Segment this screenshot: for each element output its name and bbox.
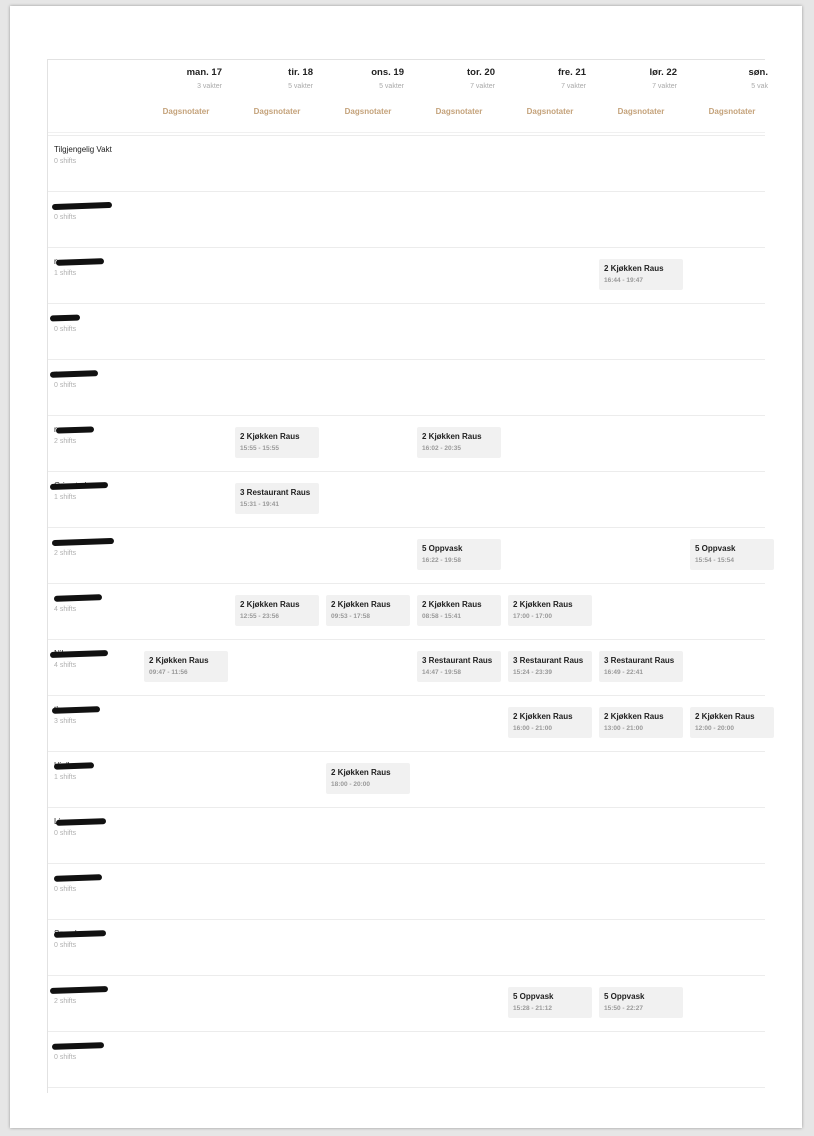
day-notes-link[interactable]: Dagsnotater bbox=[708, 107, 756, 116]
employee-row bbox=[48, 135, 765, 192]
shift-card[interactable] bbox=[417, 539, 501, 570]
shift-title: 2 Kjøkken Raus bbox=[604, 712, 664, 721]
shift-time: 14:47 - 19:58 bbox=[422, 669, 462, 676]
redaction-mark bbox=[50, 370, 98, 378]
employee-shift-count: 0 shifts bbox=[54, 830, 77, 837]
page bbox=[10, 6, 802, 1128]
shift-title: 2 Kjøkken Raus bbox=[422, 432, 482, 441]
shift-time: 08:58 - 15:41 bbox=[422, 613, 462, 620]
employee-shift-count: 0 shifts bbox=[54, 1054, 77, 1061]
redaction-mark bbox=[52, 1042, 104, 1050]
shift-time: 15:28 - 21:12 bbox=[513, 1005, 553, 1012]
shift-time: 16:02 - 20:35 bbox=[422, 445, 462, 452]
shift-title: 3 Restaurant Raus bbox=[422, 656, 493, 665]
shift-card[interactable] bbox=[144, 651, 228, 682]
shift-title: 5 Oppvask bbox=[513, 992, 554, 1001]
shift-time: 17:00 - 17:00 bbox=[513, 613, 553, 620]
employee-shift-count: 0 shifts bbox=[54, 214, 77, 221]
employee-shift-count: 3 shifts bbox=[54, 718, 77, 725]
day-shift-count: 7 vakter bbox=[470, 83, 495, 90]
day-header[interactable] bbox=[142, 66, 222, 93]
day-header[interactable] bbox=[324, 66, 404, 93]
employee-shift-count: 4 shifts bbox=[54, 606, 77, 613]
redaction-mark bbox=[50, 314, 80, 321]
employee-row bbox=[48, 527, 765, 584]
day-notes-link[interactable]: Dagsnotater bbox=[435, 107, 483, 116]
employee-row bbox=[48, 639, 765, 696]
shift-card[interactable] bbox=[508, 987, 592, 1018]
employee-shift-count: 1 shifts bbox=[54, 494, 77, 501]
employee-row bbox=[48, 1031, 765, 1088]
day-header[interactable] bbox=[597, 66, 677, 93]
shift-title: 2 Kjøkken Raus bbox=[240, 600, 300, 609]
employee-shift-count: 0 shifts bbox=[54, 158, 77, 165]
shift-card[interactable] bbox=[508, 651, 592, 682]
redaction-mark bbox=[50, 986, 108, 994]
shift-time: 12:00 - 20:00 bbox=[695, 725, 735, 732]
shift-card[interactable] bbox=[599, 259, 683, 290]
day-notes-link[interactable]: Dagsnotater bbox=[617, 107, 665, 116]
shift-card[interactable] bbox=[508, 707, 592, 738]
shift-card[interactable] bbox=[235, 427, 319, 458]
shift-card[interactable] bbox=[417, 595, 501, 626]
shift-title: 2 Kjøkken Raus bbox=[240, 432, 300, 441]
day-notes-link[interactable]: Dagsnotater bbox=[253, 107, 301, 116]
shift-title: 2 Kjøkken Raus bbox=[513, 600, 573, 609]
day-name: ons. 19 bbox=[371, 67, 404, 78]
employee-shift-count: 1 shifts bbox=[54, 774, 77, 781]
shift-title: 3 Restaurant Raus bbox=[240, 488, 311, 497]
shift-title: 5 Oppvask bbox=[695, 544, 736, 553]
day-shift-count: 3 vakter bbox=[197, 83, 222, 90]
shift-card[interactable] bbox=[690, 707, 774, 738]
employee-row bbox=[48, 583, 765, 640]
employee-row bbox=[48, 471, 765, 528]
shift-title: 5 Oppvask bbox=[604, 992, 645, 1001]
redaction-mark bbox=[56, 818, 106, 826]
day-name: man. 17 bbox=[186, 67, 222, 78]
redaction-mark bbox=[56, 426, 94, 433]
employee-name[interactable]: Tilgjengelig Vakt bbox=[54, 145, 112, 154]
employee-row bbox=[48, 863, 765, 920]
shift-time: 16:49 - 22:41 bbox=[604, 669, 644, 676]
shift-card[interactable] bbox=[417, 427, 501, 458]
shift-card[interactable] bbox=[326, 763, 410, 794]
day-shift-count: 7 vakter bbox=[561, 83, 586, 90]
day-shift-count: 5 vakter bbox=[288, 83, 313, 90]
employee-row bbox=[48, 303, 765, 360]
shift-time: 16:00 - 21:00 bbox=[513, 725, 553, 732]
day-shift-count: 5 vak bbox=[751, 83, 768, 90]
shift-card[interactable] bbox=[599, 651, 683, 682]
schedule-grid bbox=[47, 59, 768, 1093]
redaction-mark bbox=[54, 930, 106, 938]
employee-shift-count: 2 shifts bbox=[54, 438, 77, 445]
shift-title: 2 Kjøkken Raus bbox=[331, 600, 391, 609]
day-shift-count: 5 vakter bbox=[379, 83, 404, 90]
employee-shift-count: 0 shifts bbox=[54, 886, 77, 893]
row-divider bbox=[48, 1087, 765, 1088]
employee-row bbox=[48, 919, 765, 976]
redaction-mark bbox=[50, 482, 108, 490]
employee-shift-count: 4 shifts bbox=[54, 662, 77, 669]
day-header[interactable] bbox=[506, 66, 586, 93]
redaction-mark bbox=[54, 594, 102, 602]
day-name: lør. 22 bbox=[649, 67, 677, 78]
redaction-mark bbox=[50, 650, 108, 658]
employee-shift-count: 2 shifts bbox=[54, 998, 77, 1005]
shift-title: 2 Kjøkken Raus bbox=[331, 768, 391, 777]
day-header[interactable] bbox=[688, 66, 768, 93]
shift-time: 15:55 - 15:55 bbox=[240, 445, 280, 452]
redaction-mark bbox=[54, 874, 102, 882]
shift-card[interactable] bbox=[599, 987, 683, 1018]
employee-row bbox=[48, 359, 765, 416]
day-name: tor. 20 bbox=[467, 67, 495, 78]
day-notes-link[interactable]: Dagsnotater bbox=[162, 107, 210, 116]
shift-title: 3 Restaurant Raus bbox=[513, 656, 584, 665]
shift-time: 18:00 - 20:00 bbox=[331, 781, 371, 788]
day-name: søn. bbox=[748, 67, 768, 78]
day-shift-count: 7 vakter bbox=[652, 83, 677, 90]
shift-time: 15:24 - 23:39 bbox=[513, 669, 553, 676]
shift-time: 15:50 - 22:27 bbox=[604, 1005, 644, 1012]
employee-row bbox=[48, 751, 765, 808]
employee-shift-count: 0 shifts bbox=[54, 382, 77, 389]
day-name: tir. 18 bbox=[288, 67, 313, 78]
employee-row bbox=[48, 415, 765, 472]
shift-card[interactable] bbox=[690, 539, 774, 570]
shift-card[interactable] bbox=[417, 651, 501, 682]
shift-title: 2 Kjøkken Raus bbox=[695, 712, 755, 721]
day-header[interactable] bbox=[415, 66, 495, 93]
day-notes-link[interactable]: Dagsnotater bbox=[526, 107, 574, 116]
redaction-mark bbox=[54, 762, 94, 769]
employee-shift-count: 0 shifts bbox=[54, 942, 77, 949]
shift-time: 15:31 - 19:41 bbox=[240, 501, 280, 508]
shift-card[interactable] bbox=[235, 595, 319, 626]
shift-title: 2 Kjøkken Raus bbox=[149, 656, 209, 665]
shift-title: 2 Kjøkken Raus bbox=[513, 712, 573, 721]
employee-shift-count: 1 shifts bbox=[54, 270, 77, 277]
shift-time: 16:44 - 19:47 bbox=[604, 277, 644, 284]
shift-title: 5 Oppvask bbox=[422, 544, 463, 553]
redaction-mark bbox=[52, 202, 112, 210]
employee-row bbox=[48, 247, 765, 304]
header-divider bbox=[48, 132, 765, 133]
day-notes-link[interactable]: Dagsnotater bbox=[344, 107, 392, 116]
employee-shift-count: 0 shifts bbox=[54, 326, 77, 333]
shift-title: 2 Kjøkken Raus bbox=[604, 264, 664, 273]
day-header[interactable] bbox=[233, 66, 313, 93]
shift-time: 12:55 - 23:56 bbox=[240, 613, 280, 620]
shift-title: 3 Restaurant Raus bbox=[604, 656, 675, 665]
day-name: fre. 21 bbox=[558, 67, 586, 78]
redaction-mark bbox=[56, 258, 104, 266]
shift-time: 09:53 - 17:58 bbox=[331, 613, 371, 620]
employee-shift-count: 2 shifts bbox=[54, 550, 77, 557]
employee-row bbox=[48, 807, 765, 864]
shift-card[interactable] bbox=[326, 595, 410, 626]
employee-row bbox=[48, 695, 765, 752]
redaction-mark bbox=[52, 706, 100, 714]
employee-row bbox=[48, 191, 765, 248]
employee-row bbox=[48, 975, 765, 1032]
shift-title: 2 Kjøkken Raus bbox=[422, 600, 482, 609]
shift-card[interactable] bbox=[235, 483, 319, 514]
shift-time: 13:00 - 21:00 bbox=[604, 725, 644, 732]
shift-time: 09:47 - 11:56 bbox=[149, 669, 188, 676]
shift-time: 16:22 - 19:58 bbox=[422, 557, 462, 564]
shift-card[interactable] bbox=[599, 707, 683, 738]
redaction-mark bbox=[52, 538, 114, 546]
shift-time: 15:54 - 15:54 bbox=[695, 557, 735, 564]
shift-card[interactable] bbox=[508, 595, 592, 626]
